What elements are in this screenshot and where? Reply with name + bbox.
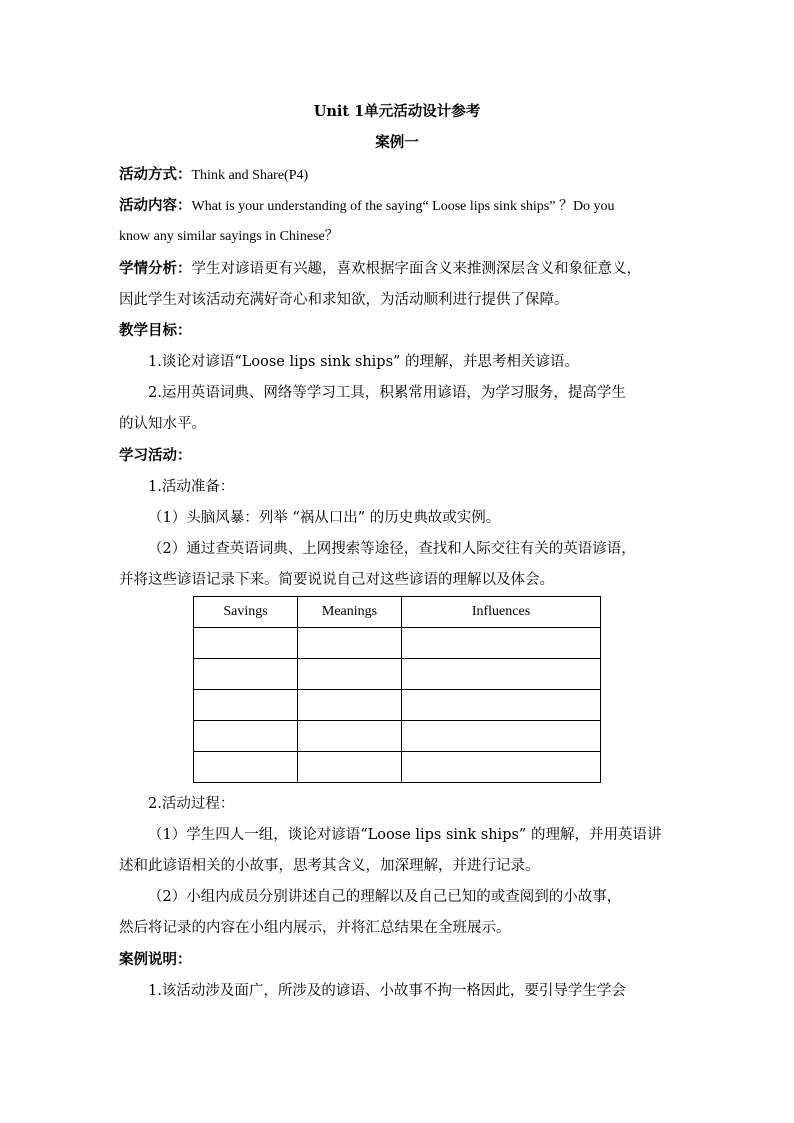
column-header-savings: Savings bbox=[194, 597, 298, 628]
process-step-1: （1）学生四人一组，谈论对谚语“Loose lips sink ships” 的理解，并用英语讲 bbox=[148, 827, 662, 843]
goal-2: 2.运用英语词典、网络等学习工具，积累常用谚语，为学习服务，提高学生 bbox=[148, 385, 626, 401]
table-row bbox=[194, 628, 601, 659]
learning-activities-heading: 学习活动： bbox=[119, 447, 192, 464]
table-cell bbox=[298, 659, 402, 690]
table-cell bbox=[402, 628, 601, 659]
learner-analysis-line bbox=[119, 259, 641, 279]
column-header-meanings: Meanings bbox=[298, 597, 402, 628]
preparation-step-2: （2）通过查英语词典、上网搜索等途径，查找和人际交往有关的英语谚语， bbox=[148, 541, 636, 557]
learner-analysis-text: 学生对谚语更有兴趣，喜欢根据字面含义来推测深层含义和象征意义， bbox=[191, 261, 641, 277]
case-title: 案例一 bbox=[375, 134, 419, 151]
teaching-goals-heading: 教学目标： bbox=[119, 322, 192, 339]
activity-mode-value: Think and Share(P4) bbox=[191, 168, 309, 183]
activity-content-text: What is your understanding of the saying“ Loose lips sink ships” ？Do you bbox=[191, 199, 615, 214]
table-cell bbox=[402, 659, 601, 690]
preparation-step-2-cont: 并将这些谚语记录下来。简要说说自己对这些谚语的理解以及体会。 bbox=[119, 572, 554, 588]
table-cell bbox=[194, 628, 298, 659]
table-row bbox=[194, 659, 601, 690]
table-cell bbox=[402, 690, 601, 721]
document-title: Unit 1单元活动设计参考 bbox=[313, 103, 481, 120]
goal-2-cont: 的认知水平。 bbox=[119, 416, 206, 432]
table-cell bbox=[402, 721, 601, 752]
preparation-title: 1.活动准备： bbox=[148, 479, 235, 495]
table-header-row bbox=[194, 597, 601, 628]
process-title: 2.活动过程： bbox=[148, 796, 235, 812]
table-row bbox=[194, 690, 601, 721]
activity-mode-label: 活动方式： bbox=[119, 166, 192, 183]
sayings-table bbox=[193, 596, 601, 783]
activity-content-label: 活动内容： bbox=[119, 197, 192, 214]
activity-mode-line bbox=[119, 165, 308, 186]
table-cell bbox=[298, 752, 402, 783]
activity-content-text-cont: know any similar sayings in Chinese？ bbox=[119, 229, 339, 244]
learner-analysis-label: 学情分析： bbox=[119, 260, 192, 277]
process-step-2-cont: 然后将记录的内容在小组内展示，并将汇总结果在全班展示。 bbox=[119, 920, 511, 936]
goal-1: 1.谈论对谚语“Loose lips sink ships” 的理解，并思考相关谚语。 bbox=[148, 354, 580, 370]
table-cell bbox=[194, 659, 298, 690]
table-row bbox=[194, 752, 601, 783]
table-cell bbox=[194, 721, 298, 752]
table-cell bbox=[194, 690, 298, 721]
table-cell bbox=[298, 690, 402, 721]
activity-content-line bbox=[119, 196, 615, 217]
process-step-1-cont: 述和此谚语相关的小故事，思考其含义，加深理解，并进行记录。 bbox=[119, 858, 540, 874]
preparation-step-1: （1）头脑风暴：列举 “祸从口出” 的历史典故或实例。 bbox=[148, 510, 501, 526]
case-notes-heading: 案例说明： bbox=[119, 951, 192, 968]
table-cell bbox=[298, 721, 402, 752]
learner-analysis-text-cont: 因此学生对该活动充满好奇心和求知欲，为活动顺利进行提供了保障。 bbox=[119, 292, 569, 308]
case-note-1: 1.该活动涉及面广，所涉及的谚语、小故事不拘一格因此，要引导学生学会 bbox=[148, 983, 626, 999]
table-row bbox=[194, 721, 601, 752]
table-cell bbox=[194, 752, 298, 783]
process-step-2: （2）小组内成员分别讲述自己的理解以及自己已知的或查阅到的小故事， bbox=[148, 889, 622, 905]
table-cell bbox=[402, 752, 601, 783]
table-cell bbox=[298, 628, 402, 659]
column-header-influences: Influences bbox=[402, 597, 601, 628]
